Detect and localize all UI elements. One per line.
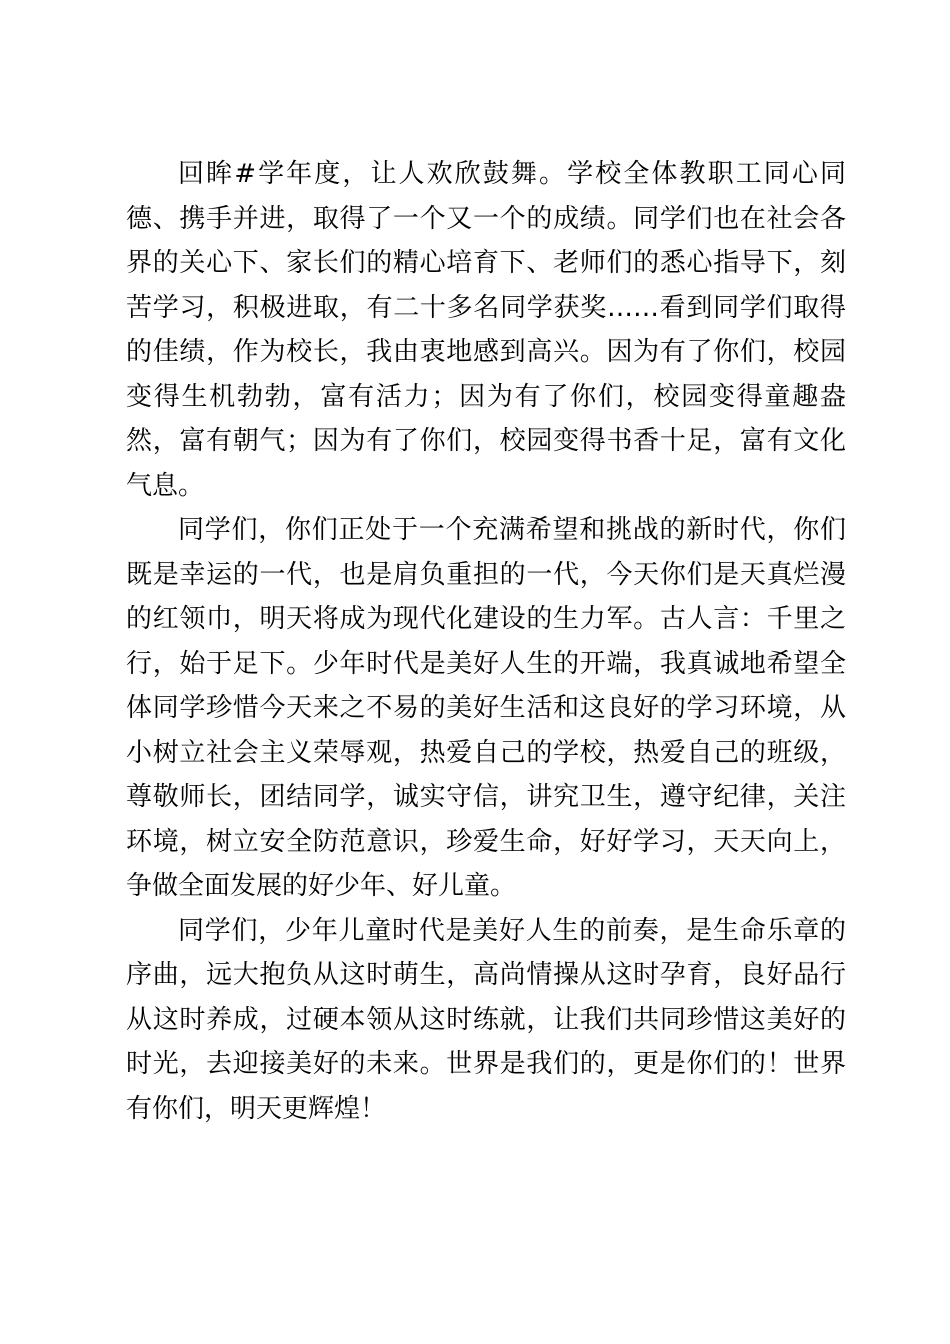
paragraph-2: 同学们，你们正处于一个充满希望和挑战的新时代，你们既是幸运的一代，也是肩负重担的一代，今天你们是天真烂漫的红领巾，明天将成为现代化建设的生力军。古人言：千里之行，始于足下。少年时代是美好人生的开端，我真诚地希望全体同学珍惜今天来之不易的美好生活和这良好的学习环境，从小树立社会主义荣辱观，热爱自己的学校，热爱自己的班级，尊敬师长，团结同学，诚实守信，讲究卫生，遵守纪律，关注环境，树立安全防范意识，珍爱生命，好好学习，天天向上，争做全面发展的好少年、好儿童。 bbox=[126, 515, 846, 901]
paragraph-1: 回眸#学年度，让人欢欣鼓舞。学校全体教职工同心同德、携手并进，取得了一个又一个的成绩。同学们也在社会各界的关心下、家长们的精心培育下、老师们的悉心指导下，刻苦学习，积极进取，有二十多名同学获奖……看到同学们取得的佳绩，作为校长，我由衷地感到高兴。因为有了你们，校园变得生机勃勃，富有活力；因为有了你们，校园变得童趣盎然，富有朝气；因为有了你们，校园变得书香十足，富有文化气息。 bbox=[126, 159, 846, 501]
paragraph-3: 同学们，少年儿童时代是美好人生的前奏，是生命乐章的序曲，远大抱负从这时萌生，高尚情操从这时孕育，良好品行从这时养成，过硬本领从这时练就，让我们共同珍惜这美好的时光，去迎接美好的未来。世界是我们的，更是你们的！世界有你们，明天更辉煌！ bbox=[126, 915, 846, 1124]
document-body bbox=[126, 152, 846, 1131]
